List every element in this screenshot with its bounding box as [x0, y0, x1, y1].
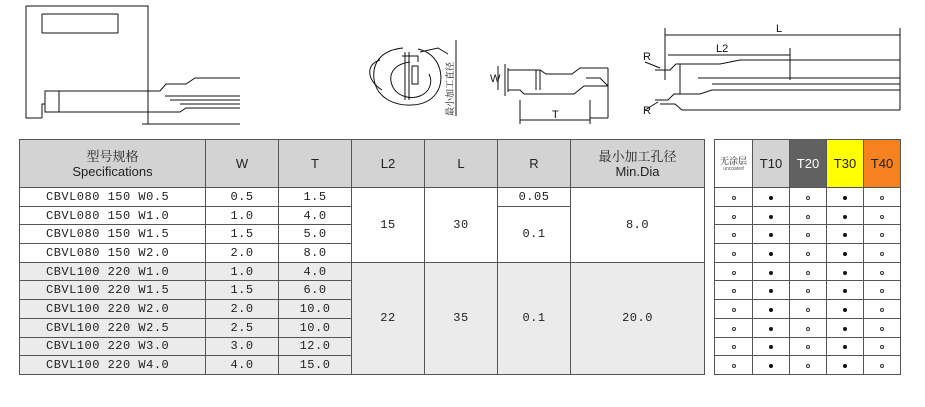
filled-dot-icon [769, 271, 773, 275]
spec-cell: CBVL100 220 W3.0 [20, 337, 206, 356]
open-circle-icon [880, 271, 884, 275]
grade-cell [790, 300, 827, 319]
grade-cell [790, 244, 827, 263]
grade-cell [715, 281, 753, 300]
grade-cell [715, 244, 753, 263]
open-circle-icon [880, 364, 884, 368]
w-cell: 3.0 [206, 337, 279, 356]
header-spec-en: Specifications [72, 163, 153, 179]
filled-dot-icon [769, 327, 773, 331]
grade-header-2 [790, 140, 827, 188]
header-mindia [571, 140, 705, 188]
grade-row [715, 300, 901, 319]
grade-cell [864, 244, 901, 263]
w-cell: 1.5 [206, 281, 279, 300]
filled-dot-icon [843, 252, 847, 256]
mindia-cell-group1: 8.0 [571, 188, 705, 263]
grade-cell [827, 225, 864, 244]
grade-cell [827, 244, 864, 263]
open-circle-icon [732, 215, 736, 219]
t-cell: 8.0 [279, 244, 352, 263]
grade-header-label: 无涂层 [719, 155, 747, 166]
grade-header-label: T40 [870, 156, 894, 171]
table-row [20, 188, 705, 207]
grade-cell [753, 356, 790, 375]
grade-cell [715, 225, 753, 244]
r-bottom-label: R [643, 105, 651, 117]
spec-cell: CBVL080 150 W1.5 [20, 225, 206, 244]
filled-dot-icon [843, 289, 847, 293]
l2-cell-group1: 15 [352, 188, 425, 263]
grade-body [715, 188, 901, 375]
l-dimension-label: L [776, 23, 783, 35]
grade-row [715, 225, 901, 244]
grade-header-0 [715, 140, 753, 188]
open-circle-icon [732, 364, 736, 368]
header-l: L [425, 140, 498, 188]
grade-cell [864, 281, 901, 300]
grade-cell [715, 356, 753, 375]
t-cell: 6.0 [279, 281, 352, 300]
grade-cell [753, 318, 790, 337]
l2-cell-group2: 22 [352, 262, 425, 374]
grade-cell [790, 262, 827, 281]
spec-cell: CBVL100 220 W1.0 [20, 262, 206, 281]
filled-dot-icon [769, 345, 773, 349]
open-circle-icon [806, 252, 810, 256]
header-spec-cn: 型号规格 [86, 148, 139, 164]
grade-header-row [715, 140, 901, 188]
top-view-drawing [645, 28, 900, 110]
l2-dimension-label: L2 [716, 43, 729, 55]
grade-cell [715, 262, 753, 281]
t-cell: 1.5 [279, 188, 352, 207]
grade-cell [753, 300, 790, 319]
open-circle-icon [732, 345, 736, 349]
grade-cell [864, 225, 901, 244]
grade-cell [864, 337, 901, 356]
t-cell: 15.0 [279, 356, 352, 375]
grade-cell [827, 356, 864, 375]
grade-cell [790, 337, 827, 356]
grade-cell [827, 262, 864, 281]
filled-dot-icon [769, 252, 773, 256]
grade-cell [753, 188, 790, 207]
header-l2: L2 [352, 140, 425, 188]
header-w: W [206, 140, 279, 188]
grade-cell [827, 318, 864, 337]
open-circle-icon [732, 233, 736, 237]
grade-row [715, 281, 901, 300]
filled-dot-icon [769, 308, 773, 312]
grade-cell [753, 281, 790, 300]
filled-dot-icon [769, 364, 773, 368]
open-circle-icon [806, 215, 810, 219]
filled-dot-icon [843, 345, 847, 349]
grade-cell [864, 206, 901, 225]
header-t: T [279, 140, 352, 188]
r-cell-group1a: 0.05 [498, 188, 571, 207]
grade-row [715, 244, 901, 263]
open-circle-icon [806, 364, 810, 368]
open-circle-icon [732, 289, 736, 293]
spec-table [19, 139, 705, 375]
grade-row [715, 188, 901, 207]
spec-cell: CBVL080 150 W1.0 [20, 206, 206, 225]
filled-dot-icon [843, 364, 847, 368]
grade-cell [715, 188, 753, 207]
t-cell: 4.0 [279, 206, 352, 225]
grade-cell [827, 188, 864, 207]
filled-dot-icon [843, 196, 847, 200]
open-circle-icon [880, 233, 884, 237]
grade-cell [715, 337, 753, 356]
open-circle-icon [732, 252, 736, 256]
grade-cell [790, 281, 827, 300]
grade-cell [864, 300, 901, 319]
filled-dot-icon [769, 215, 773, 219]
open-circle-icon [806, 233, 810, 237]
filled-dot-icon [769, 196, 773, 200]
w-cell: 2.0 [206, 244, 279, 263]
end-view-drawing [370, 40, 456, 116]
open-circle-icon [732, 327, 736, 331]
filled-dot-icon [843, 271, 847, 275]
filled-dot-icon [843, 308, 847, 312]
open-circle-icon [806, 271, 810, 275]
grade-header-label: T10 [759, 156, 783, 171]
t-cell: 12.0 [279, 337, 352, 356]
header-r: R [498, 140, 571, 188]
open-circle-icon [880, 327, 884, 331]
grade-cell [864, 262, 901, 281]
grade-table [714, 139, 901, 375]
grade-cell [753, 262, 790, 281]
spec-cell: CBVL100 220 W2.0 [20, 300, 206, 319]
open-circle-icon [806, 289, 810, 293]
open-circle-icon [880, 196, 884, 200]
grade-cell [715, 206, 753, 225]
grade-cell [864, 356, 901, 375]
bore-section-drawing [26, 6, 240, 124]
grade-cell [827, 337, 864, 356]
open-circle-icon [806, 345, 810, 349]
t-cell: 5.0 [279, 225, 352, 244]
w-cell: 1.5 [206, 225, 279, 244]
w-cell: 2.0 [206, 300, 279, 319]
filled-dot-icon [769, 233, 773, 237]
header-mindia-cn: 最小加工孔径 [598, 148, 677, 164]
w-dimension-label: W [490, 73, 501, 85]
w-cell: 1.0 [206, 262, 279, 281]
grade-row [715, 262, 901, 281]
mindia-cell-group2: 20.0 [571, 262, 705, 374]
grade-row [715, 356, 901, 375]
w-cell: 0.5 [206, 188, 279, 207]
spec-cell: CBVL080 150 W0.5 [20, 188, 206, 207]
grade-cell [753, 225, 790, 244]
grade-cell [827, 206, 864, 225]
filled-dot-icon [843, 215, 847, 219]
filled-dot-icon [843, 327, 847, 331]
grade-row [715, 206, 901, 225]
grade-header-label: T20 [796, 156, 820, 171]
grade-row [715, 318, 901, 337]
grade-cell [864, 188, 901, 207]
r-cell-group1b: 0.1 [498, 206, 571, 262]
spec-header-row [20, 140, 705, 188]
open-circle-icon [806, 308, 810, 312]
grade-cell [827, 281, 864, 300]
spec-cell: CBVL080 150 W2.0 [20, 244, 206, 263]
spec-cell: CBVL100 220 W1.5 [20, 281, 206, 300]
w-cell: 1.0 [206, 206, 279, 225]
open-circle-icon [732, 308, 736, 312]
grade-cell [753, 337, 790, 356]
filled-dot-icon [769, 289, 773, 293]
grade-header-1 [753, 140, 790, 188]
spec-cell: CBVL100 220 W4.0 [20, 356, 206, 375]
grade-cell [790, 206, 827, 225]
open-circle-icon [732, 196, 736, 200]
open-circle-icon [732, 271, 736, 275]
t-dimension-label: T [552, 109, 559, 121]
grade-cell [753, 206, 790, 225]
open-circle-icon [880, 345, 884, 349]
grade-header-label: T30 [833, 156, 857, 171]
open-circle-icon [806, 327, 810, 331]
open-circle-icon [806, 196, 810, 200]
open-circle-icon [880, 289, 884, 293]
min-dia-label: 最小加工直径 [445, 61, 455, 116]
grade-row [715, 337, 901, 356]
grade-cell [790, 318, 827, 337]
l-cell-group2: 35 [425, 262, 498, 374]
open-circle-icon [880, 308, 884, 312]
grade-cell [715, 300, 753, 319]
filled-dot-icon [843, 233, 847, 237]
r-cell-group2: 0.1 [498, 262, 571, 374]
w-cell: 4.0 [206, 356, 279, 375]
open-circle-icon [880, 252, 884, 256]
grade-cell [827, 300, 864, 319]
grade-cell [715, 318, 753, 337]
grade-cell [864, 318, 901, 337]
grade-header-3 [827, 140, 864, 188]
grade-cell [790, 225, 827, 244]
open-circle-icon [880, 215, 884, 219]
grade-cell [790, 188, 827, 207]
w-cell: 2.5 [206, 318, 279, 337]
t-cell: 4.0 [279, 262, 352, 281]
grade-header-sub: uncoated [723, 165, 744, 172]
t-cell: 10.0 [279, 300, 352, 319]
r-top-label: R [643, 51, 651, 63]
spec-cell: CBVL100 220 W2.5 [20, 318, 206, 337]
t-cell: 10.0 [279, 318, 352, 337]
tool-drawings [0, 0, 925, 135]
grade-cell [790, 356, 827, 375]
grade-cell [753, 244, 790, 263]
table-row [20, 262, 705, 281]
l-cell-group1: 30 [425, 188, 498, 263]
grade-header-4 [864, 140, 901, 188]
header-spec [20, 140, 206, 188]
header-mindia-en: Min.Dia [615, 163, 660, 179]
